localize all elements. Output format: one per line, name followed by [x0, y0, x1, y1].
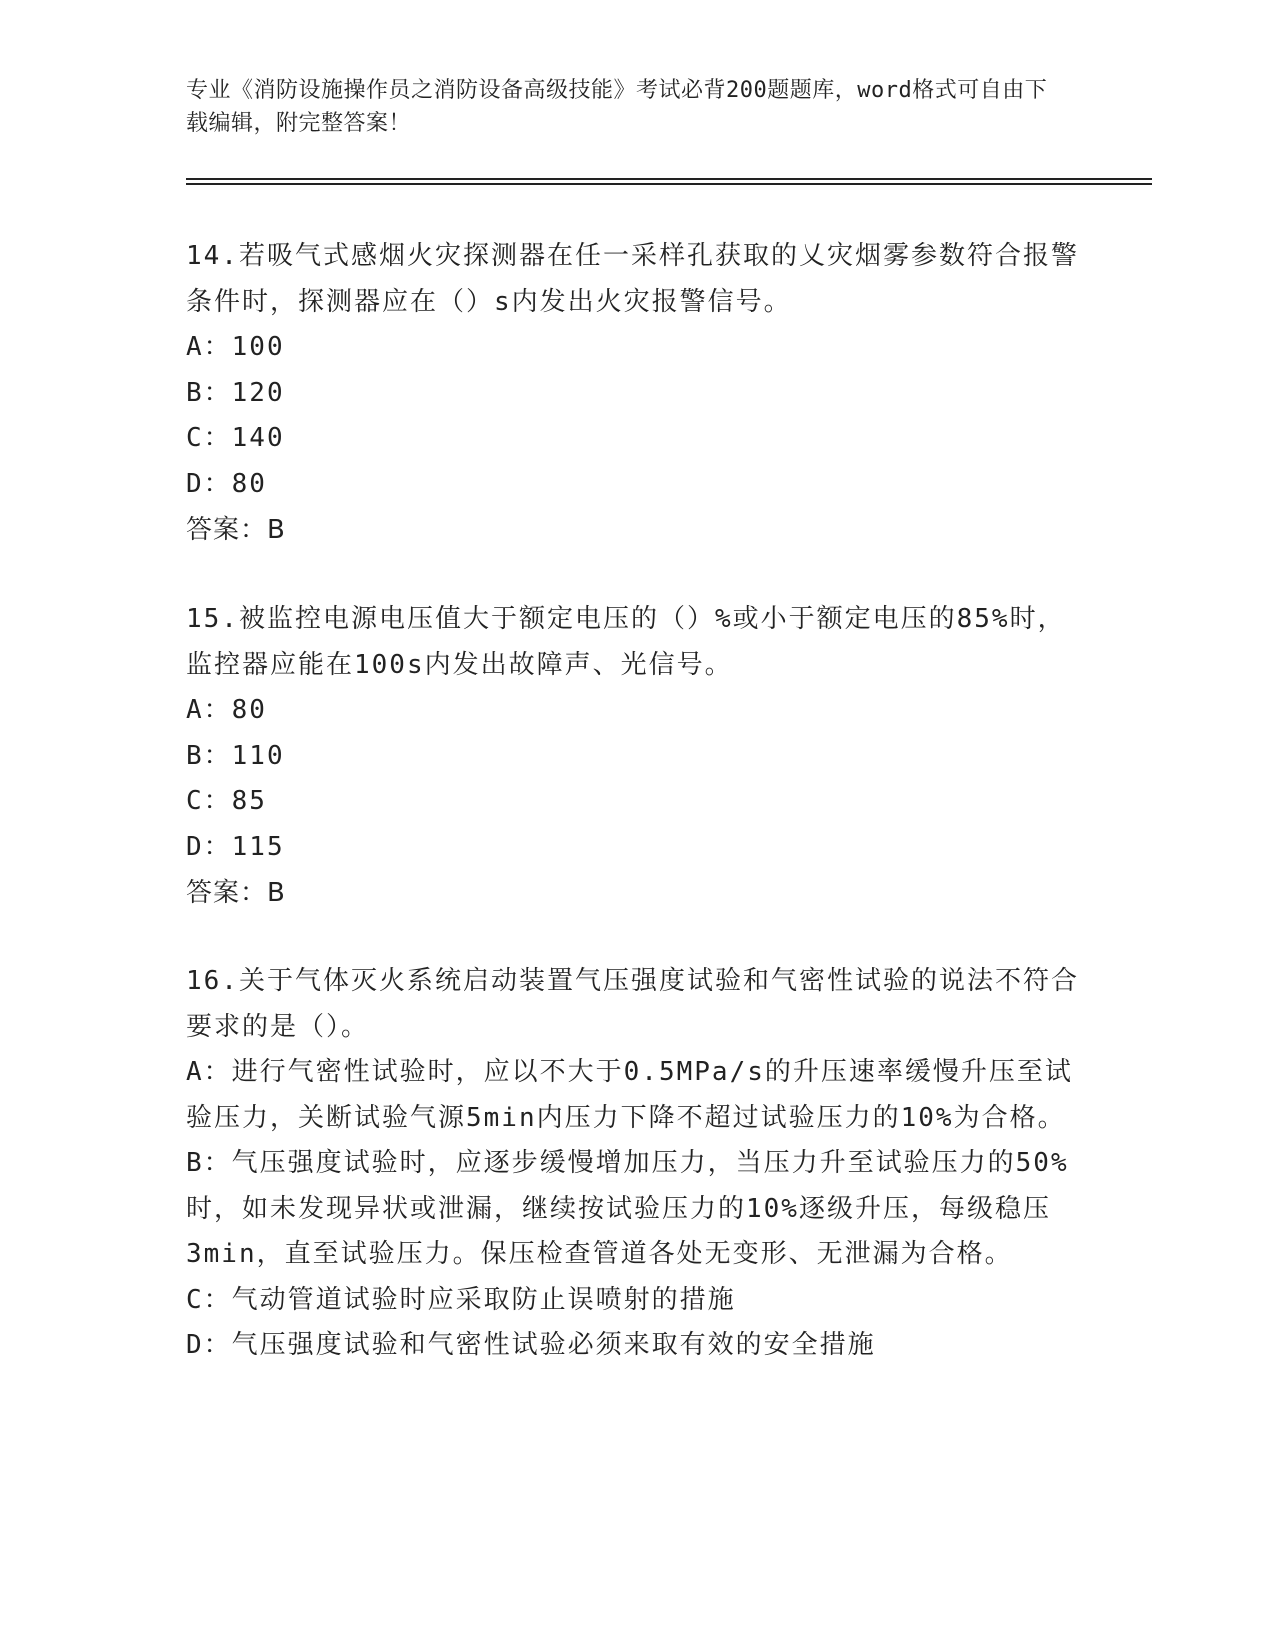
- option-b: [186, 734, 1086, 780]
- option-text: 进行气密性试验时，应以不大于0.5MPa/s的升压速率缓慢升压至试验压力，关断试验气源5min内压力下降不超过试验压力的10%为合格。: [186, 1057, 1073, 1133]
- option-d: [186, 825, 1086, 871]
- question-15: [186, 596, 1086, 916]
- option-letter: C：: [186, 1284, 232, 1315]
- option-text: 115: [231, 831, 285, 862]
- document-intro: 专业《消防设施操作员之消防设备高级技能》考试必背200题题库，word格式可自由下载编辑，附完整答案！: [186, 78, 1048, 136]
- option-letter: B：: [186, 377, 232, 408]
- option-a: [186, 688, 1086, 734]
- option-text: 100: [231, 332, 285, 362]
- option-letter: A：: [186, 1057, 232, 1087]
- header-rule-bottom: [186, 183, 1152, 185]
- question-stem: 15.被监控电源电压值大于额定电压的（）%或小于额定电压的85%时，监控器应能在100s内发出故障声、光信号。: [186, 604, 1066, 680]
- question-stem: 14.若吸气式感烟火灾探测器在任一采样孔获取的乂灾烟雾参数符合报警条件时，探测器应在（）s内发出火灾报警信号。: [186, 241, 1079, 317]
- option-text: 80: [231, 695, 267, 725]
- option-b: [186, 1141, 1086, 1278]
- question-stem: 16.关于气体灭火系统启动装置气压强度试验和气密性试验的说法不符合要求的是（）。: [186, 966, 1079, 1042]
- option-letter: C：: [186, 423, 232, 453]
- option-text: 气动管道试验时应采取防止误喷射的措施: [231, 1284, 736, 1315]
- option-a: [186, 1050, 1086, 1141]
- option-letter: B：: [186, 740, 232, 771]
- option-letter: D：: [186, 1330, 232, 1360]
- option-c: [186, 1278, 1086, 1324]
- option-a: [186, 325, 1086, 371]
- option-letter: A：: [186, 695, 232, 725]
- option-d: [186, 1323, 1086, 1369]
- option-c: [186, 416, 1086, 462]
- option-text: 气压强度试验和气密性试验必须来取有效的安全措施: [231, 1330, 876, 1360]
- option-letter: B：: [186, 1148, 232, 1178]
- option-text: 80: [231, 468, 267, 499]
- option-letter: D：: [186, 831, 232, 862]
- option-text: 85: [231, 786, 267, 816]
- option-letter: D：: [186, 468, 232, 499]
- option-d: [186, 462, 1086, 508]
- option-b: [186, 371, 1086, 417]
- question-14: [186, 233, 1086, 553]
- option-text: 120: [231, 377, 285, 408]
- question-16: [186, 958, 1086, 1369]
- option-text: 140: [231, 423, 285, 453]
- option-text: 气压强度试验时，应逐步缓慢增加压力，当压力升至试验压力的50%时，如未发现异状或泄漏，继续按试验压力的10%逐级升压，每级稳压3min，直至试验压力。保压检查管道各处无变形、无泄漏为合格。: [186, 1148, 1069, 1269]
- answer-line: 答案：B: [186, 515, 286, 545]
- option-letter: A：: [186, 332, 232, 362]
- option-letter: C：: [186, 786, 232, 816]
- option-c: [186, 779, 1086, 825]
- answer-line: 答案：B: [186, 878, 286, 908]
- option-text: 110: [231, 740, 285, 771]
- header-rule-top: [186, 178, 1152, 180]
